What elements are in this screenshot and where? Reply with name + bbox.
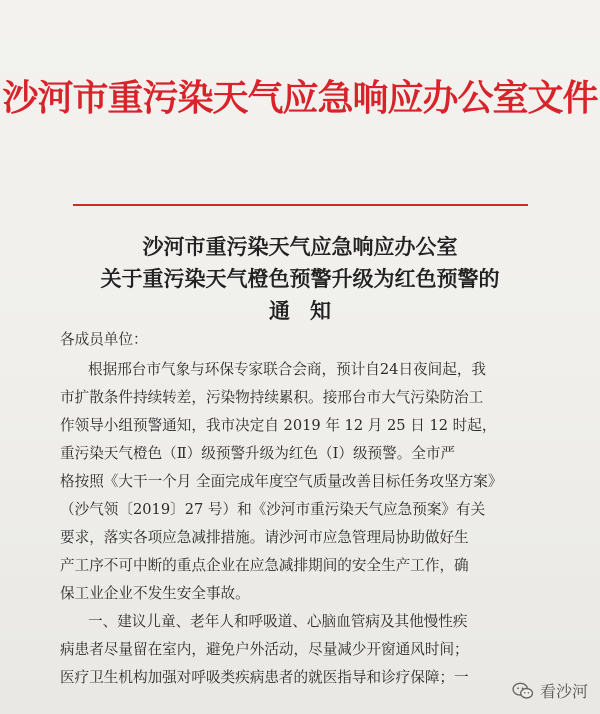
- red-divider-line: [73, 204, 528, 206]
- body-line: 产工序不可中断的重点企业在应急减排期间的安全生产工作，确: [60, 557, 469, 574]
- notice-title-line-1: 沙河市重污染天气应急响应办公室: [142, 235, 458, 259]
- body-line: 格按照《大干一个月 全面完成年度空气质量改善目标任务攻坚方案》: [60, 473, 503, 490]
- body-line: 根据邢台市气象与环保专家联合会商，预计自24日夜间起，我: [88, 361, 487, 378]
- account-watermark: [512, 679, 588, 702]
- body-line: 作领导小组预警通知，我市决定自 2019 年 12 月 25 日 12 时起，: [60, 417, 497, 434]
- body-line: 医疗卫生机构加强对呼吸类疾病患者的就医指导和诊疗保障；一: [60, 669, 469, 686]
- wechat-icon: [512, 682, 534, 700]
- body-line: 保工业企业不发生安全事故。: [60, 585, 250, 602]
- document-header-title: 沙河市重污染天气应急响应办公室文件: [2, 78, 598, 119]
- notice-title-line-2: 关于重污染天气橙色预警升级为红色预警的: [100, 267, 500, 291]
- body-line: 一、建议儿童、老年人和呼吸道、心脑血管病及其他慢性疾: [88, 613, 468, 630]
- watermark-text: 看沙河: [539, 682, 588, 701]
- body-line: 重污染天气橙色（Ⅱ）级预警升级为红色（Ⅰ）级预警。全市严: [60, 445, 456, 462]
- body-line: 病患者尽量留在室内，避免户外活动，尽量减少开窗通风时间；: [60, 641, 469, 658]
- body-line: 市扩散条件持续转差，污染物持续累积。接邢台市大气污染防治工: [60, 389, 484, 406]
- notice-title-line-3: 通知: [269, 299, 351, 323]
- body-line: （沙气领〔2019〕27 号）和《沙河市重污染天气应急预案》有关: [60, 501, 486, 518]
- body-line: 要求，落实各项应急减排措施。请沙河市应急管理局协助做好生: [60, 529, 469, 546]
- salutation: 各成员单位：: [60, 331, 148, 348]
